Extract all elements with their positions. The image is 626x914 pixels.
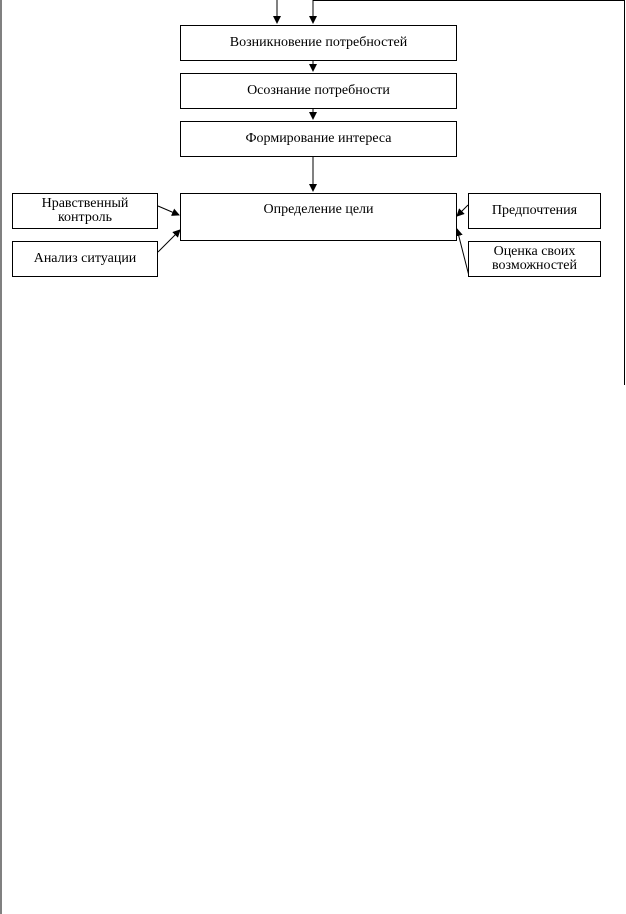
arrow-analysis-to-goal [158, 230, 180, 252]
goal-definition-label: Определение цели [263, 202, 374, 217]
moral-control-box [12, 193, 158, 229]
moral-control-label: Нравственный контроль [41, 196, 129, 225]
needs-awareness-box [180, 73, 457, 109]
preferences-box [468, 193, 601, 229]
needs-awareness-label: Осознание потребности [247, 83, 390, 98]
preferences-label: Предпочтения [491, 203, 578, 218]
interest-formation-box [180, 121, 457, 157]
goal-definition-box [180, 193, 457, 241]
self-assessment-label: Оценка своих возможностей [492, 244, 577, 273]
arrow-preferences-to-goal [457, 205, 468, 216]
situation-analysis-box [12, 241, 158, 277]
needs-emergence-box [180, 25, 457, 61]
needs-emergence-label: Возникновение потребностей [229, 35, 408, 50]
interest-formation-label: Формирование интереса [245, 131, 392, 146]
situation-analysis-label: Анализ ситуации [33, 251, 137, 266]
self-assessment-box [468, 241, 601, 277]
arrow-moral-to-goal [158, 206, 179, 215]
